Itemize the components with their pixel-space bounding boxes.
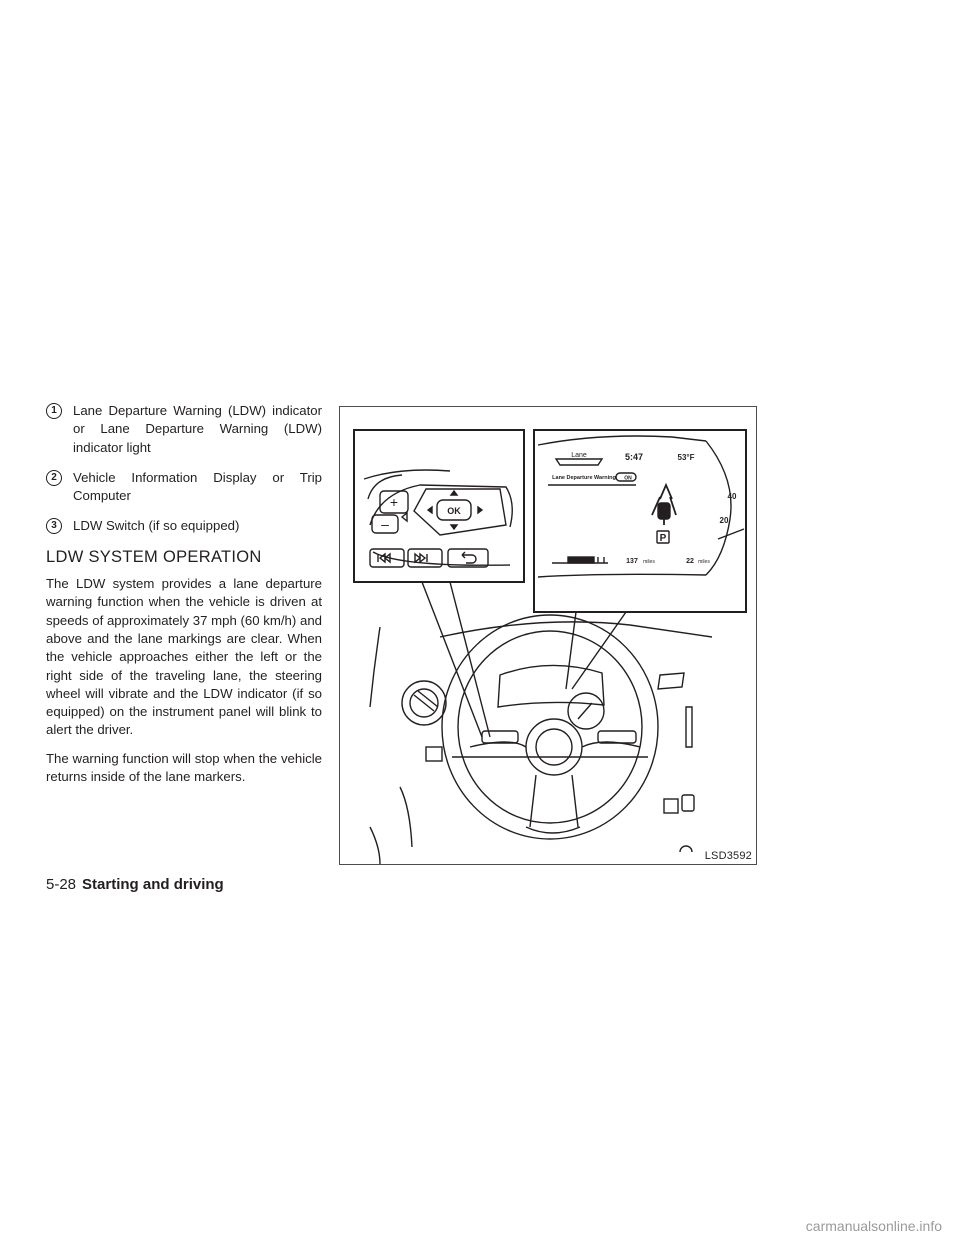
legend-item-2	[46, 469, 322, 506]
page-number: 5-28	[46, 876, 77, 893]
right-arrow-icon	[478, 507, 482, 513]
car-silhouette	[658, 503, 670, 519]
callout-number: 2	[46, 470, 62, 486]
body-paragraph: The LDW system provides a lane departure warning function when the vehicle is driven at speeds of approximately 37 mph (60 km/h) and above and the lane markings are clear. When the vehicle approaches either the left or the right side of the traveling lane, the steering wheel will vibrate and the LDW indicator (if so equipped) on the instrument panel will blink to alert the driver.	[46, 576, 322, 738]
figure-code: LSD3592	[704, 850, 752, 862]
section-title: Starting and driving	[82, 876, 224, 893]
speed-tick-20: 20	[719, 516, 729, 525]
plus-label: +	[389, 494, 399, 510]
down-arrow-icon	[451, 525, 457, 529]
right-wheel-switches	[598, 731, 636, 743]
park-label: P	[659, 533, 667, 544]
left-wheel-switches	[482, 731, 518, 743]
steering-wheel-rim	[442, 615, 658, 839]
right-air-vent	[658, 673, 684, 689]
display-time: 5:47	[624, 452, 644, 462]
right-switch	[664, 799, 678, 813]
legend-item-3	[46, 517, 322, 535]
page-footer	[46, 876, 224, 893]
vehicle-info-display	[538, 436, 744, 577]
trip-unit: miles	[698, 559, 710, 565]
text-column	[46, 402, 322, 796]
ok-label: OK	[447, 506, 461, 516]
legend-text: LDW Switch (if so equipped)	[73, 518, 240, 534]
ldw-toggle-state: ON	[624, 475, 632, 482]
dashboard-illustration	[339, 406, 757, 865]
range-value: 137	[626, 558, 638, 565]
lane-tab-label: Lane	[571, 452, 587, 459]
speed-needle	[718, 529, 744, 539]
back-icon	[462, 552, 476, 563]
steering-switch-panel	[364, 470, 512, 567]
display-temperature: 53°F	[677, 453, 695, 462]
dashboard-overview	[370, 615, 712, 864]
callout-number: 1	[46, 403, 62, 419]
instrument-cluster	[498, 665, 604, 707]
steering-hub	[526, 719, 582, 775]
callout-number: 3	[46, 518, 62, 534]
volume-icon	[402, 513, 407, 521]
next-icon	[415, 554, 427, 562]
left-arrow-icon	[428, 507, 432, 513]
ldw-setting-label: Lane Departure Warning	[552, 475, 616, 481]
up-arrow-icon	[451, 491, 457, 495]
range-unit: miles	[643, 559, 655, 565]
legend-item-1	[46, 402, 322, 457]
legend-text: Lane Departure Warning (LDW) indicator or Lane Departure Warning (LDW) indicator light	[73, 403, 322, 455]
trip-value: 22	[686, 558, 694, 565]
minus-label: –	[381, 516, 389, 532]
fuel-gauge-bar	[568, 557, 594, 563]
body-paragraph: The warning function will stop when the vehicle returns inside of the lane markers.	[46, 750, 322, 785]
legend-text: Vehicle Information Display or Trip Computer	[73, 469, 322, 504]
section-heading: LDW SYSTEM OPERATION	[46, 547, 262, 566]
lane-tab	[556, 459, 602, 465]
dashboard-line-drawing	[340, 407, 756, 864]
left-switch	[426, 747, 442, 761]
watermark: carmanualsonline.info	[805, 1218, 942, 1234]
speed-tick-40: 40	[727, 492, 737, 501]
